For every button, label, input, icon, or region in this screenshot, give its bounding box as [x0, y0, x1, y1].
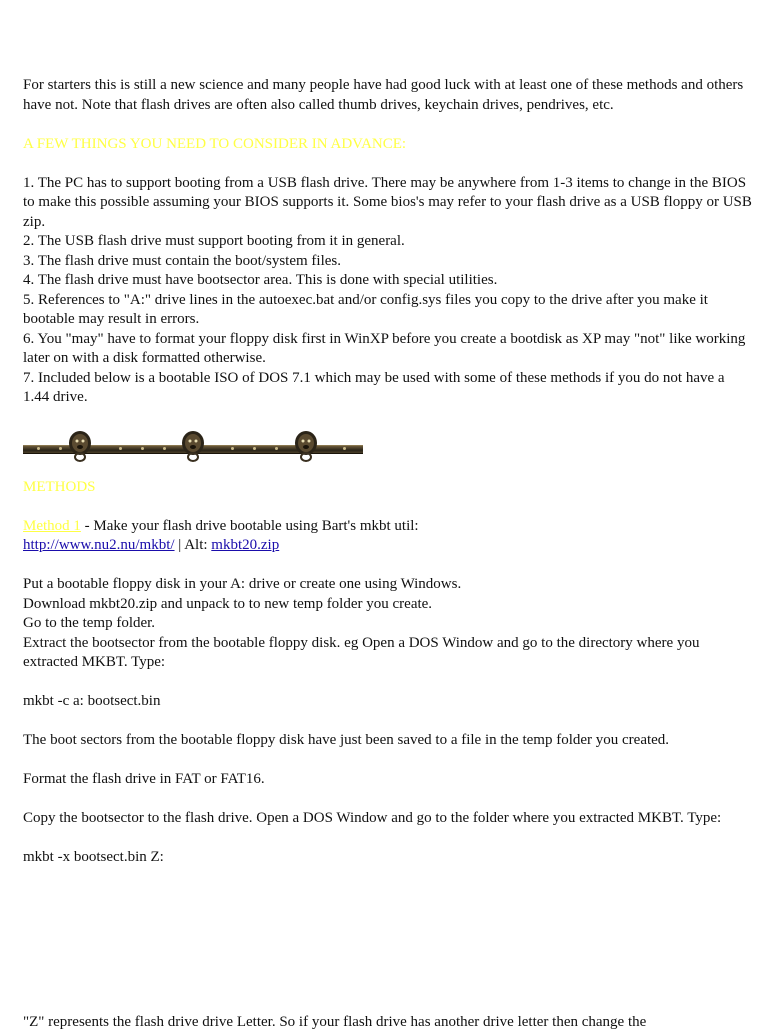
- step-text: Extract the bootsector from the bootable floppy disk. eg Open a DOS Window and go to the directory where you extracted MKBT. Type:: [23, 634, 700, 670]
- method1-line: [23, 517, 753, 537]
- cutoff-line: "Z" represents the flash drive drive Letter. So if your flash drive has another drive letter then change the: [23, 1014, 647, 1030]
- mkbt-url-link[interactable]: http://www.nu2.nu/mkbt/: [23, 537, 175, 553]
- document-body: [23, 76, 753, 868]
- command-text: mkbt -c a: bootsect.bin: [23, 693, 161, 709]
- method1-description: - Make your flash drive bootable using Bart's mkbt util:: [80, 517, 419, 534]
- rivet-icon: [59, 447, 62, 450]
- consideration-item: 3. The flash drive must contain the boot/system files.: [23, 252, 342, 269]
- rivet-icon: [141, 447, 144, 450]
- alt-separator: | Alt:: [174, 537, 212, 553]
- considerations-list: [23, 174, 753, 408]
- lion-head-icon: [294, 430, 318, 462]
- consideration-item: 7. Included below is a bootable ISO of DOS 7.1 which may be used with some of these methods if you do not have a 1.44 drive.: [23, 369, 725, 405]
- command-text: mkbt -x bootsect.bin Z:: [23, 849, 164, 865]
- lion-head-divider: [23, 430, 363, 466]
- rivet-icon: [275, 447, 278, 450]
- saved-note: The boot sectors from the bootable floppy disk have just been saved to a file in the temp folder you created.: [23, 732, 670, 748]
- format-note: Format the flash drive in FAT or FAT16.: [23, 771, 265, 787]
- advance-heading: A FEW THINGS YOU NEED TO CONSIDER IN ADVANCE:: [23, 135, 407, 152]
- consideration-item: 2. The USB flash drive must support booting from it in general.: [23, 233, 405, 249]
- intro-paragraph: For starters this is still a new science and many people have had good luck with at least one of these methods and others have not. Note that flash drives are often also called thumb drives, keychain drives, pendrives, etc.: [23, 77, 744, 113]
- mkbt-zip-link[interactable]: mkbt20.zip: [211, 537, 280, 553]
- consideration-item: 5. References to "A:" drive lines in the autoexec.bat and/or config.sys files you copy to the drive after you make it bootable may result in errors.: [23, 291, 708, 327]
- step-text: Go to the temp folder.: [23, 615, 156, 631]
- rivet-icon: [343, 447, 346, 450]
- rivet-icon: [119, 447, 122, 450]
- methods-heading: METHODS: [23, 478, 96, 495]
- lion-head-icon: [68, 430, 92, 462]
- step-text: Put a bootable floppy disk in your A: drive or create one using Windows.: [23, 576, 462, 592]
- method1-link[interactable]: Method 1: [23, 517, 81, 534]
- consideration-item: 6. You "may" have to format your floppy disk first in WinXP before you create a bootdisk as XP may "not" like working later on with a disk formatted otherwise.: [23, 330, 746, 366]
- rivet-icon: [231, 447, 234, 450]
- rivet-icon: [163, 447, 166, 450]
- rivet-icon: [37, 447, 40, 450]
- consideration-item: 1. The PC has to support booting from a USB flash drive. There may be anywhere from 1-3 items to change in the BIOS to make this possible assuming your BIOS supports it. Some bios's may refer to your flash drive as a USB floppy or USB zip.: [23, 174, 752, 230]
- consideration-item: 4. The flash drive must have bootsector area. This is done with special utilities.: [23, 272, 498, 288]
- copy-note: Copy the bootsector to the flash drive. Open a DOS Window and go to the folder where you extracted MKBT. Type:: [23, 810, 722, 826]
- step-text: Download mkbt20.zip and unpack to to new temp folder you create.: [23, 595, 433, 612]
- method1-links-line: [23, 536, 753, 556]
- rivet-icon: [253, 447, 256, 450]
- lion-head-icon: [181, 430, 205, 462]
